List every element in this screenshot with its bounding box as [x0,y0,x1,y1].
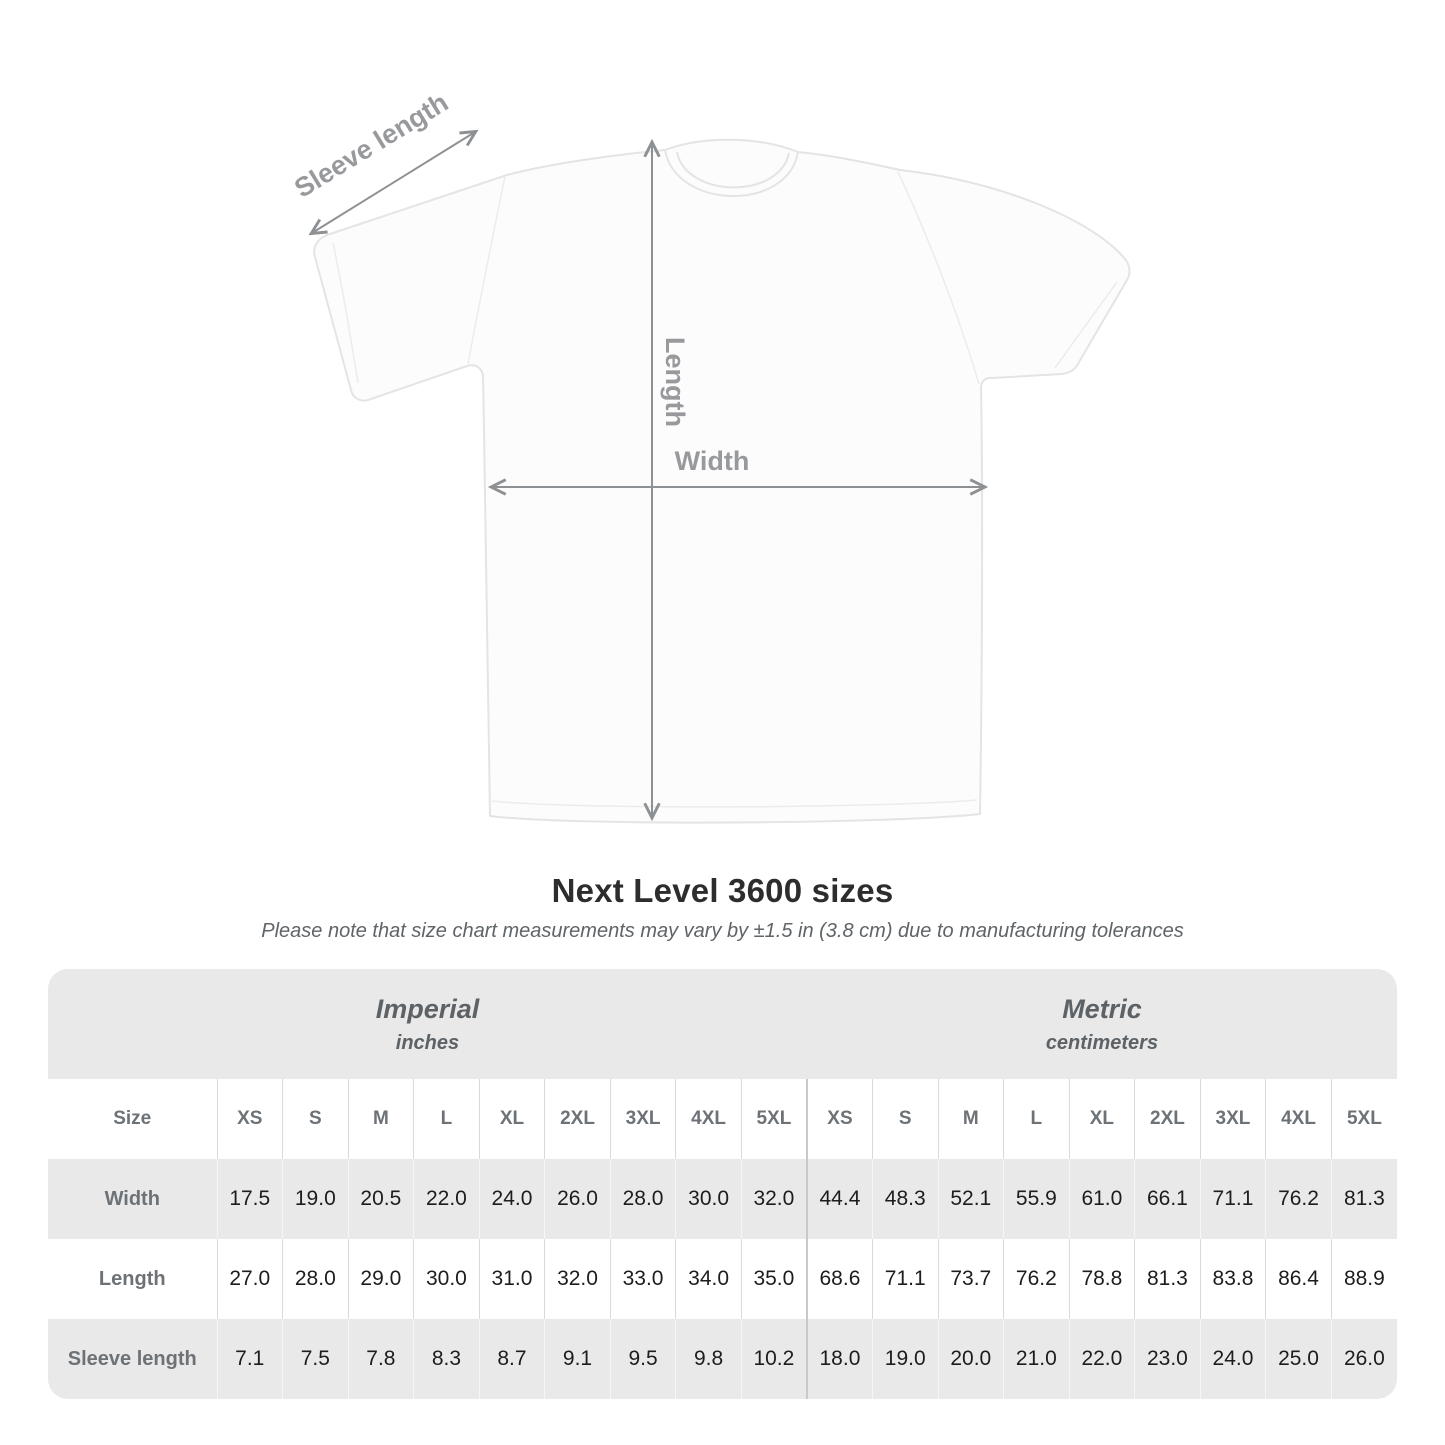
table-row [48,1239,1397,1319]
value-cell: 24.0 [479,1159,545,1239]
value-cell: 24.0 [1200,1319,1266,1399]
size-header-metric-4xl: 4XL [1266,1079,1332,1159]
size-header-metric-m: M [938,1079,1004,1159]
value-cell: 9.5 [610,1319,676,1399]
value-cell: 71.1 [1200,1159,1266,1239]
value-cell: 20.5 [348,1159,414,1239]
value-cell: 27.0 [217,1239,283,1319]
length-label: Length [660,337,690,427]
value-cell: 88.9 [1331,1239,1397,1319]
value-cell: 32.0 [545,1239,611,1319]
size-header-metric-3xl: 3XL [1200,1079,1266,1159]
value-cell: 76.2 [1266,1159,1332,1239]
value-cell: 83.8 [1200,1239,1266,1319]
page-title: Next Level 3600 sizes [551,872,894,909]
size-column-header: Size [48,1079,217,1159]
size-header-row [48,1079,1397,1159]
value-cell: 32.0 [741,1159,807,1239]
value-cell: 7.8 [348,1319,414,1399]
imperial-label: Imperial [375,993,480,1024]
size-header-metric-l: L [1004,1079,1070,1159]
size-header-imperial-3xl: 3XL [610,1079,676,1159]
size-header-metric-s: S [872,1079,938,1159]
value-cell: 66.1 [1135,1159,1201,1239]
value-cell: 22.0 [414,1159,480,1239]
value-cell: 30.0 [414,1239,480,1319]
value-cell: 48.3 [872,1159,938,1239]
value-cell: 31.0 [479,1239,545,1319]
size-header-imperial-s: S [283,1079,349,1159]
value-cell: 73.7 [938,1239,1004,1319]
page-subtitle: Please note that size chart measurements may vary by ±1.5 in (3.8 cm) due to manufacturing tolerances [261,920,1184,942]
value-cell: 68.6 [807,1239,873,1319]
value-cell: 55.9 [1004,1159,1070,1239]
sleeve-length-label: Sleeve length [289,87,454,204]
width-label: Width [674,446,750,476]
metric-sublabel: centimeters [1045,1031,1159,1054]
size-table [48,969,1397,1399]
unit-band-row [48,969,1397,1079]
size-chart-table-container [48,969,1397,1399]
value-cell: 23.0 [1135,1319,1201,1399]
unit-header-imperial [48,969,807,1079]
row-label: Length [98,1267,166,1290]
unit-header-metric [807,969,1397,1079]
value-cell: 76.2 [1004,1239,1070,1319]
size-header-imperial-xs: XS [217,1079,283,1159]
value-cell: 21.0 [1004,1319,1070,1399]
value-cell: 7.1 [217,1319,283,1399]
value-cell: 28.0 [610,1159,676,1239]
value-cell: 86.4 [1266,1239,1332,1319]
value-cell: 35.0 [741,1239,807,1319]
value-cell: 26.0 [545,1159,611,1239]
value-cell: 9.8 [676,1319,742,1399]
size-header-imperial-2xl: 2XL [545,1079,611,1159]
value-cell: 29.0 [348,1239,414,1319]
value-cell: 25.0 [1266,1319,1332,1399]
value-cell: 22.0 [1069,1319,1135,1399]
value-cell: 71.1 [872,1239,938,1319]
value-cell: 9.1 [545,1319,611,1399]
value-cell: 28.0 [283,1239,349,1319]
value-cell: 8.7 [479,1319,545,1399]
size-header-metric-5xl: 5XL [1331,1079,1397,1159]
value-cell: 61.0 [1069,1159,1135,1239]
tshirt-outline [314,140,1129,823]
value-cell: 52.1 [938,1159,1004,1239]
metric-label: Metric [1062,993,1142,1024]
value-cell: 33.0 [610,1239,676,1319]
table-row [48,1319,1397,1399]
size-header-imperial-4xl: 4XL [676,1079,742,1159]
imperial-sublabel: inches [395,1031,460,1054]
size-header-metric-2xl: 2XL [1135,1079,1201,1159]
value-cell: 17.5 [217,1159,283,1239]
row-label: Sleeve length [67,1347,197,1370]
value-cell: 81.3 [1331,1159,1397,1239]
size-header-metric-xs: XS [807,1079,873,1159]
size-header-metric-xl: XL [1069,1079,1135,1159]
table-row [48,1159,1397,1239]
value-cell: 34.0 [676,1239,742,1319]
value-cell: 10.2 [741,1319,807,1399]
size-header-imperial-xl: XL [479,1079,545,1159]
value-cell: 8.3 [414,1319,480,1399]
size-header-imperial-m: M [348,1079,414,1159]
value-cell: 30.0 [676,1159,742,1239]
value-cell: 18.0 [807,1319,873,1399]
value-cell: 20.0 [938,1319,1004,1399]
size-header-imperial-l: L [414,1079,480,1159]
value-cell: 78.8 [1069,1239,1135,1319]
value-cell: 7.5 [283,1319,349,1399]
row-label: Width [104,1187,160,1210]
value-cell: 81.3 [1135,1239,1201,1319]
value-cell: 19.0 [283,1159,349,1239]
value-cell: 26.0 [1331,1319,1397,1399]
value-cell: 44.4 [807,1159,873,1239]
size-header-imperial-5xl: 5XL [741,1079,807,1159]
value-cell: 19.0 [872,1319,938,1399]
